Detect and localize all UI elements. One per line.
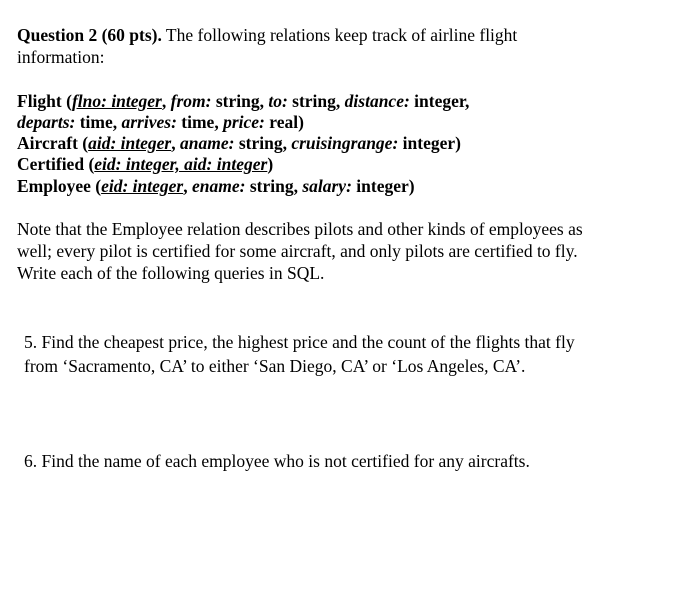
relation-employee: Employee (eid: integer, ename: string, salary: integer) <box>17 176 415 196</box>
attribute-name: from: <box>170 91 212 111</box>
primary-key: aid: integer <box>88 133 172 153</box>
question-intro: The following relations keep track of airline flight <box>161 25 518 45</box>
relation-aircraft: Aircraft (aid: integer, aname: string, cruisingrange: integer) <box>17 133 461 153</box>
attribute-name: distance: <box>344 91 410 111</box>
relation-name: Flight <box>17 91 62 111</box>
question-5-line-1: 5. Find the cheapest price, the highest price and the count of the flights that fly <box>24 332 575 352</box>
primary-key: eid: integer <box>101 176 184 196</box>
attribute-name: salary: <box>302 176 352 196</box>
relation-flight-continued: departs: time, arrives: time, price: real) <box>17 112 304 132</box>
attribute-name: arrives: <box>121 112 177 132</box>
primary-key: eid: integer, aid: integer <box>94 154 268 174</box>
attribute-name: to: <box>268 91 288 111</box>
note-paragraph-line-2: well; every pilot is certified for some aircraft, and only pilots are certified to fly. <box>17 241 578 261</box>
relation-name: Aircraft <box>17 133 78 153</box>
attribute-name: cruisingrange: <box>291 133 399 153</box>
relation-name: Employee <box>17 176 91 196</box>
primary-key: flno: integer <box>71 91 162 111</box>
attribute-name: aname: <box>179 133 235 153</box>
question-5-line-2: from ‘Sacramento, CA’ to either ‘San Diego, CA’ or ‘Los Angeles, CA’. <box>24 356 526 376</box>
note-paragraph-line-1: Note that the Employee relation describes pilots and other kinds of employees as <box>17 219 583 239</box>
attribute-name: departs: <box>17 112 76 132</box>
relation-flight: Flight (flno: integer, from: string, to: string, distance: integer, <box>17 91 470 111</box>
relation-certified: Certified (eid: integer, aid: integer) <box>17 154 274 174</box>
attribute-name: price: <box>223 112 265 132</box>
note-paragraph-line-3: Write each of the following queries in SQL. <box>17 263 325 283</box>
attribute-name: ename: <box>191 176 246 196</box>
question-intro-continued: information: <box>17 47 105 67</box>
question-6-line-1: 6. Find the name of each employee who is not certified for any aircrafts. <box>24 451 530 471</box>
question-heading <box>17 24 517 46</box>
relation-name: Certified <box>17 154 85 174</box>
question-label: Question 2 (60 pts). <box>17 25 162 45</box>
